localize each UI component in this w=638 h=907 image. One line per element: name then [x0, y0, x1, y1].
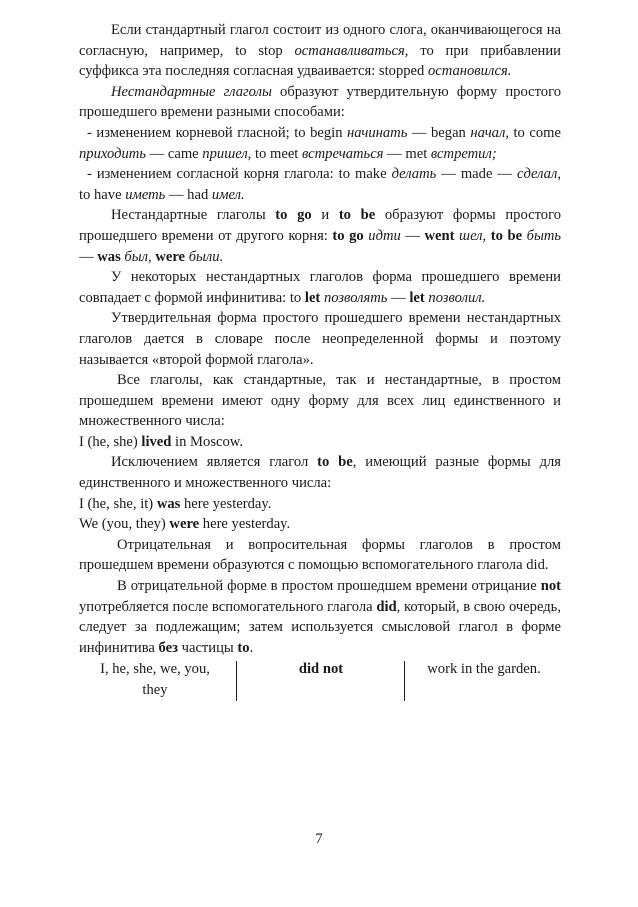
translation: останавливаться,: [294, 42, 409, 59]
text: .: [249, 639, 254, 656]
verb: let: [409, 289, 425, 306]
verb: was: [97, 248, 121, 265]
text: образуют утвердительную форму простого прошедшего времени разными способами:: [79, 83, 562, 121]
text: - изменением корневой гласной; to begin: [87, 124, 348, 141]
paragraph-negative-form: [79, 576, 561, 658]
translation: делать: [391, 166, 437, 183]
paragraph-negative-interrogative: Отрицательная и вопросительная формы глаголов в простом прошедшем времени образуются с помощью вспомогательного глагола did.: [79, 536, 561, 574]
table-divider: [404, 661, 405, 701]
term: Нестандартные глаголы: [111, 83, 272, 100]
translation: сделал,: [516, 166, 561, 183]
text: Нестандартные глаголы: [111, 207, 276, 224]
keyword: без: [158, 639, 178, 656]
translation: позволять: [323, 289, 388, 306]
translation: имел.: [211, 186, 245, 203]
paragraph-single-form: Все глаголы, как стандартные, так и нестандартные, в простом прошедшем времени имеют одну форму для всех лиц единственного и множественного числа:: [79, 372, 561, 430]
text: то при прибавлении суффикса эта последняя согласная удваивается: stopped: [79, 42, 561, 80]
table-auxiliary-cell: did not: [298, 661, 344, 678]
text: here yesterday.: [199, 516, 291, 533]
text: употребляется после вспомогательного глагола: [79, 598, 377, 615]
verb: lived: [141, 433, 172, 450]
paragraph-same-as-infinitive: [79, 267, 561, 308]
text: here yesterday.: [180, 495, 272, 512]
text: — came: [145, 145, 203, 162]
translation: был,: [124, 248, 152, 265]
text: и: [311, 207, 339, 224]
subject-line: they: [142, 682, 168, 698]
text: to come: [508, 124, 561, 141]
translation: приходить: [79, 145, 146, 162]
text: — began: [407, 124, 471, 141]
keyword: to: [237, 639, 250, 656]
translation: остановился.: [427, 63, 512, 80]
paragraph-root-vowel-change: [79, 123, 561, 164]
example-was: [79, 494, 561, 515]
verb: to be: [490, 227, 523, 244]
verb: was: [156, 495, 181, 512]
paragraph-root-consonant-change: [79, 164, 561, 205]
keyword: not: [540, 578, 561, 595]
verb: went: [424, 227, 455, 244]
text: to meet: [251, 145, 303, 162]
text: — made —: [436, 166, 517, 183]
translation: иметь: [125, 186, 166, 203]
negative-form-table: [79, 659, 561, 705]
text: , который, в свою очередь, следует за подлежащим; затем используется смысловой глагол в форме инфинитива: [79, 598, 561, 656]
translation: позволил.: [428, 289, 486, 306]
text: to have: [79, 186, 126, 203]
translation: начал,: [470, 124, 509, 141]
verb: were: [155, 248, 186, 265]
text: —: [387, 289, 410, 306]
text: — had: [165, 186, 212, 203]
paragraph-standard-verb-doubling: [79, 20, 561, 82]
text: - изменением согласной корня глагола: to make: [87, 166, 392, 183]
translation: были.: [188, 248, 224, 265]
text: Исключением является глагол: [111, 454, 318, 471]
table-divider: [236, 661, 237, 701]
translation: встретил;: [430, 145, 497, 162]
document-page: [79, 20, 561, 705]
paragraph-go-be-forms: [79, 205, 561, 267]
text: We (you, they): [79, 516, 170, 533]
text: частицы: [177, 639, 238, 656]
text: in Moscow.: [171, 433, 244, 450]
text: образуют формы простого прошедшего времени от другого корня:: [79, 207, 562, 244]
text: I (he, she, it): [79, 495, 157, 512]
translation: пришел,: [202, 145, 252, 162]
verb: to go: [275, 207, 312, 224]
translation: встречаться: [302, 145, 384, 162]
keyword: did: [376, 598, 397, 615]
translation: начинать: [347, 124, 408, 141]
verb: let: [304, 289, 321, 306]
verb: were: [169, 516, 200, 533]
verb: to go: [332, 227, 364, 244]
translation: шел,: [459, 227, 487, 244]
text: В отрицательной форме в простом прошедшем времени отрицание: [117, 578, 541, 595]
text: —: [79, 248, 98, 265]
paragraph-to-be-exception: [79, 452, 561, 493]
text: , имеющий разные формы для единственного и множественного числа:: [79, 454, 561, 492]
text: —: [400, 227, 425, 244]
translation: быть: [526, 227, 562, 244]
translation: идти: [368, 227, 401, 244]
table-subject-cell: [79, 659, 231, 700]
verb: to be: [338, 207, 376, 224]
verb: to be: [317, 454, 353, 471]
text: У некоторых нестандартных глаголов форма прошедшего времени совпадает с формой инфинитива: to: [79, 269, 561, 306]
paragraph-dictionary-second-form: Утвердительная форма простого прошедшего времени нестандартных глаголов дается в словаре после неопределенной формы и поэтому называется «второй формой глагола».: [79, 310, 561, 368]
example-were: [79, 514, 561, 535]
paragraph-irregular-verbs-intro: [79, 82, 561, 123]
text: — met: [383, 145, 431, 162]
text: I (he, she): [79, 433, 142, 450]
example-lived: [79, 432, 561, 453]
page-number: 7: [315, 831, 323, 847]
table-predicate-cell: work in the garden.: [427, 661, 541, 678]
subject-line: I, he, she, we, you,: [100, 661, 210, 678]
text: Если стандартный глагол состоит из одного слога, оканчивающегося на согласную, например, to stop: [79, 22, 561, 59]
